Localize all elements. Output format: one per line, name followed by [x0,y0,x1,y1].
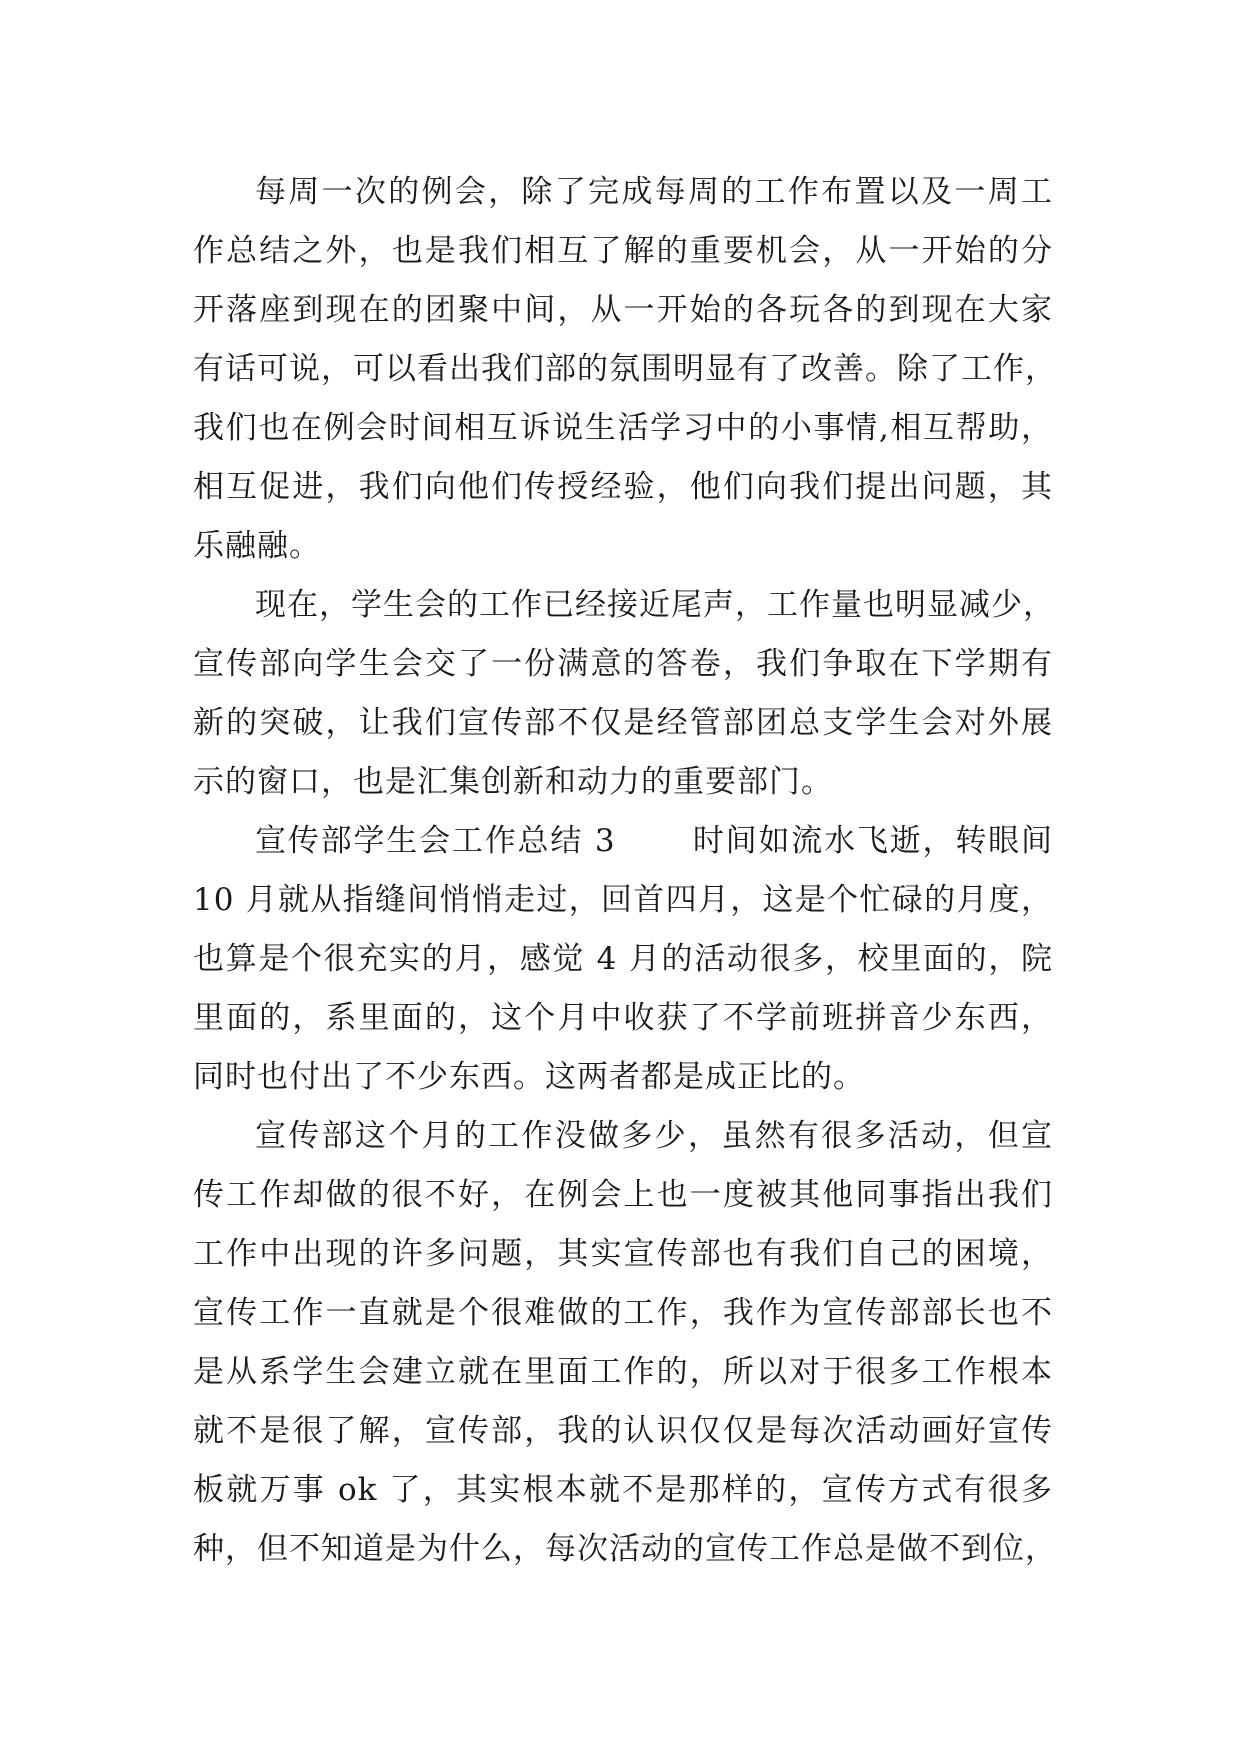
body-text [193,163,1057,1579]
text-line: 乐融融。 [193,528,321,564]
text-line: 宣传工作一直就是个很难做的工作，我作为宣传部部长也不 [193,1295,1053,1331]
text-line: 同时也付出了不少东西。这两者都是成正比的。 [193,1059,865,1095]
text-line: 作总结之外，也是我们相互了解的重要机会，从一开始的分 [193,233,1053,269]
text-line: 每周一次的例会，除了完成每周的工作布置以及一周工 [255,174,1053,210]
text-line: 宣传部这个月的工作没做多少，虽然有很多活动，但宣 [255,1118,1053,1154]
text-line: 有话可说，可以看出我们部的氛围明显有了改善。除了工作， [193,351,1057,387]
text-line: 宣传部向学生会交了一份满意的答卷，我们争取在下学期有 [193,646,1053,682]
text-line: 新的突破，让我们宣传部不仅是经管部团总支学生会对外展 [193,705,1053,741]
paragraph-publicity-work [193,1107,1057,1579]
text-line: 示的窗口，也是汇集创新和动力的重要部门。 [193,764,833,800]
text-line: 板就万事 ok 了，其实根本就不是那样的，宣传方式有很多 [193,1472,1053,1508]
text-line: 就不是很了解，宣传部，我的认识仅仅是每次活动画好宣传 [193,1413,1053,1449]
paragraph-near-end [193,576,1053,812]
paragraph-weekly-meeting [193,163,1057,576]
paragraph-summary-3 [193,812,1053,1107]
text-line: 开落座到现在的团聚中间，从一开始的各玩各的到现在大家 [193,292,1053,328]
text-line: 相互促进，我们向他们传授经验，他们向我们提出问题，其 [193,469,1053,505]
text-line: 宣传部学生会工作总结 3 时间如流水飞逝，转眼间 [255,823,1053,859]
text-line: 现在，学生会的工作已经接近尾声，工作量也明显减少， [255,587,1055,623]
text-line: 是从系学生会建立就在里面工作的，所以对于很多工作根本 [193,1354,1053,1390]
text-line: 10 月就从指缝间悄悄走过，回首四月，这是个忙碌的月度， [193,882,1053,918]
text-line: 种，但不知道是为什么，每次活动的宣传工作总是做不到位， [193,1531,1057,1567]
text-line: 我们也在例会时间相互诉说生活学习中的小事情,相互帮助， [193,410,1053,446]
text-line: 传工作却做的很不好，在例会上也一度被其他同事指出我们 [193,1177,1053,1213]
text-line: 工作中出现的许多问题，其实宣传部也有我们自己的困境， [193,1236,1053,1272]
text-line: 里面的，系里面的，这个月中收获了不学前班拼音少东西， [193,1000,1053,1036]
text-line: 也算是个很充实的月，感觉 4 月的活动很多，校里面的，院 [193,941,1053,977]
